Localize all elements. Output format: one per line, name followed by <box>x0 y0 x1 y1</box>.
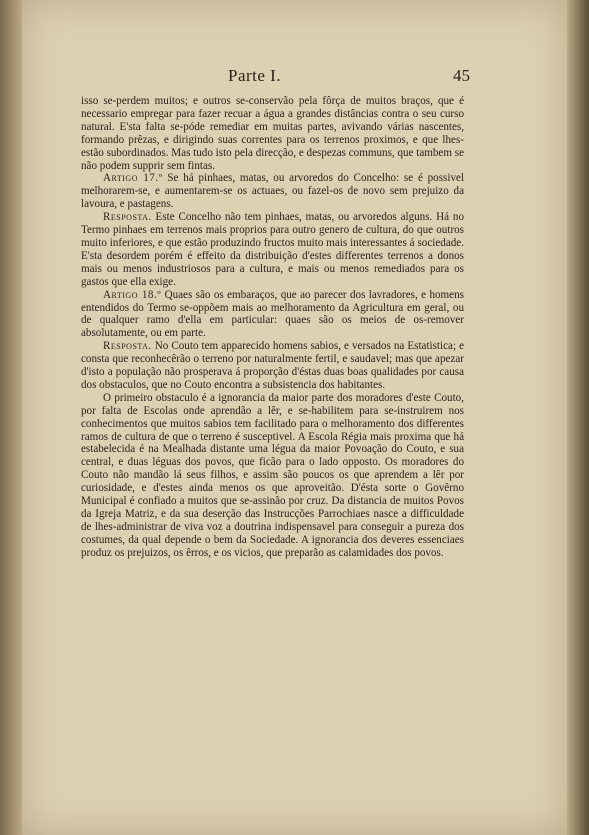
paragraph <box>81 392 464 560</box>
body-text <box>81 95 464 560</box>
article-label: Artigo 17.º <box>103 172 163 185</box>
response-paragraph <box>81 211 464 288</box>
paragraph <box>81 95 464 172</box>
paragraph-text: Este Concelho não tem pinhaes, matas, ou arvoredos alguns. Há no Termo pinhaes em terrenos mais proprios para outro genero de cultura, do que outros muito inferiores, e que estão produzindo fructos muito mais interessantes á sociedade. E'sta desordem porém é effeito da distribuição d'estes differentes terrenos a donos mais ou menos industriosos para a cultura, e mais ou menos remediados para os gastos que ella exige. <box>81 211 464 288</box>
paragraph-text: isso se-perdem muitos; e outros se-conservão pela fôrça de muitos braços, que é necessario empregar para fazer recuar a água a grandes distâncias contra o seu curso natural. E'sta falta se-póde remediar em muitas partes, avivando várias nascentes, formando prêzas, e dirigindo suas correntes para os terrenos proximos, e que lhes-estão subordinados. Mas tudo isto pela direcção, e despezas communs, que tambem se não podem supprir sem fintas. <box>81 95 464 172</box>
paragraph-text: No Couto tem apparecido homens sabios, e versados na Estatistica; e consta que reconhecêrão o terreno por naturalmente fertil, e saudavel; mas que apezar d'isto a população não prosperava á proporção d'éstas duas boas qualidades por causa dos obstaculos, que no Couto encontra a subsistencia dos habitantes. <box>81 340 464 391</box>
running-head: Parte I. <box>228 66 282 85</box>
page-left-edge <box>0 0 22 835</box>
page-right-edge <box>567 0 589 835</box>
article-label: Artigo 18.º <box>103 288 162 301</box>
response-paragraph <box>81 340 464 392</box>
page-number: 45 <box>453 66 470 85</box>
article-paragraph <box>81 289 464 341</box>
paragraph-text: Quaes são os embaraços, que ao parecer dos lavradores, e homens entendidos do Termo se-oppõem mais ao melhoramento da Agricultura em geral, ou de qualquer ramo d'ella em particular: quaes são os meios de os-remover absolutamente, ou em parte. <box>81 288 464 340</box>
response-label: Resposta. <box>103 340 152 353</box>
response-label: Resposta. <box>103 211 152 224</box>
article-paragraph <box>81 172 464 211</box>
paragraph-text: O primeiro obstaculo é a ignorancia da maior parte dos moradores d'este Couto, por falta de Escolas onde aprendão a lêr, e se-habilitem para se-instruirem nos conhecimentos que muitos sabios tem facilitado para o melhoramento dos differentes ramos de cultura de que o terreno é susceptivel. A Escola Régia mais proxima que há estabelecida é na Mealhada distante uma légua da maior Povoação do Couto, e sua central, e duas léguas dos povos, que ficão para o lado opposto. Os moradores do Couto não mandão lá seus filhos, e assim são poucos os que aprendem a lêr por curiosidade, e d'estes ainda menos os que aproveitão. D'ésta sorte o Govêrno Municipal é confiado a muitos que se-assinão por cruz. Da distancia de muitos Povos da Igreja Matriz, e da sua deserção das Instrucções Parrochiaes nasce a difficuldade de lhes-administrar de viva voz a doutrina indispensavel para conseguir a pureza dos costumes, da qual depende o bem da Sociedade. A ignorancia dos deveres essenciaes produz os prejuizos, os êrros, e os vicios, que preparão as calamidades dos povos. <box>81 391 464 559</box>
page-header <box>60 66 470 92</box>
paragraph-text: Se há pinhaes, matas, ou arvoredos do Concelho: se é possivel melhorarem-se, e aumentarem-se os actuaes, ou fazel-os de novo sem prejuizo da lavoura, e pastagens. <box>81 172 464 211</box>
